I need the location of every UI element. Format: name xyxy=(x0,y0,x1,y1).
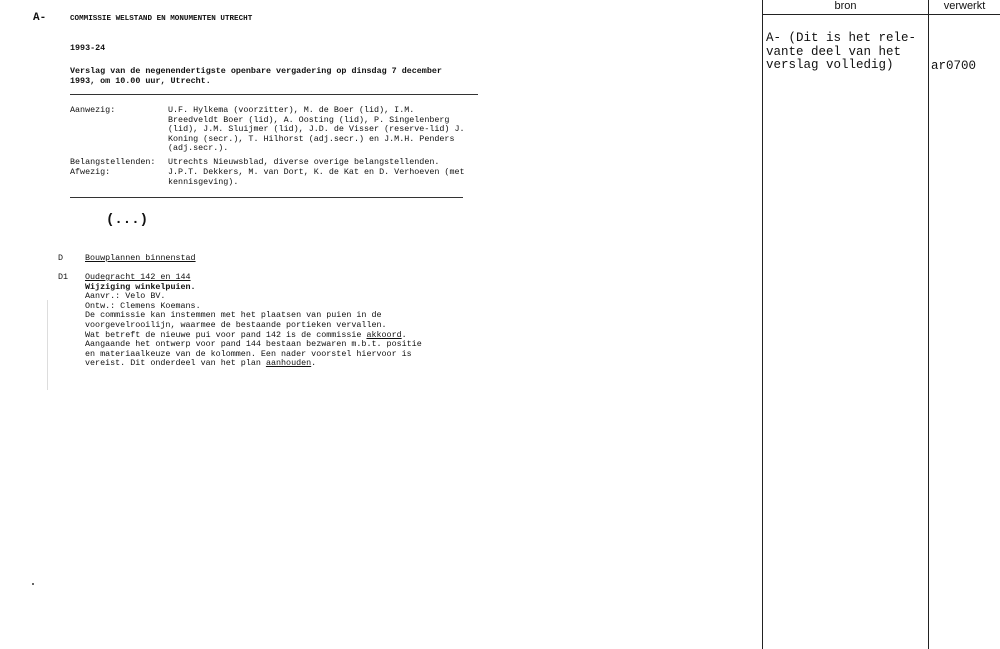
present-line: (lid), J.M. Sluijmer (lid), J.D. de Visser (reserve-lid) J. xyxy=(168,124,465,135)
present-line: Koning (secr.), T. Hilhorst (adj.secr.) en J.M.H. Penders xyxy=(168,133,455,144)
present-label: Aanwezig: xyxy=(70,105,116,115)
section-d-code: D xyxy=(58,253,64,263)
document-header: COMMISSIE WELSTAND EN MONUMENTEN UTRECHT xyxy=(70,15,253,23)
d1-designer: Ontw.: Clemens Koemans. xyxy=(85,300,201,311)
column-header-processed: verwerkt xyxy=(943,0,986,12)
column-header-source: bron xyxy=(834,0,857,12)
d1-title: Oudegracht 142 en 144 xyxy=(85,272,191,282)
verdict-akkoord: akkoord xyxy=(366,329,402,340)
d1-line-142-end: . xyxy=(401,329,407,340)
d1-line: Aangaande het ontwerp voor pand 144 bestaan bezwaren m.b.t. positie xyxy=(85,339,422,350)
source-line: vante deel van het xyxy=(766,44,902,59)
d1-line-142-text: Wat betreft de nieuwe pui voor pand 142 is de commissie xyxy=(85,329,367,340)
source-line: verslag volledig) xyxy=(766,58,894,72)
section-d-title: Bouwplannen binnenstad xyxy=(85,253,196,263)
table-column-divider xyxy=(928,0,929,649)
ellipsis-marker: (...) xyxy=(106,212,149,228)
present-list xyxy=(168,106,465,154)
d1-line: voorgevelrooilijn, waarmee de bestaande portieken vervallen. xyxy=(85,319,387,330)
d1-applicant: Aanvr.: Velo BV. xyxy=(85,291,166,302)
scan-dot xyxy=(32,583,34,585)
present-line: U.F. Hylkema (voorzitter), M. de Boer (lid), I.M. xyxy=(168,105,415,115)
report-title xyxy=(70,67,442,86)
verdict-aanhouden: aanhouden xyxy=(265,358,312,369)
source-cell xyxy=(766,32,916,73)
stakeholders-label: Belangstellenden: xyxy=(70,157,156,167)
d1-line-last xyxy=(85,359,422,369)
margin-mark: A- xyxy=(33,12,47,24)
d1-line: en materiaalkeuze van de kolommen. Een nader voorstel hiervoor is xyxy=(85,348,412,359)
report-line: Verslag van de negenendertigste openbare vergadering op dinsdag 7 december xyxy=(70,66,442,76)
scan-mark xyxy=(47,300,48,390)
processed-cell: ar0700 xyxy=(931,59,977,73)
absent-line: J.P.T. Dekkers, M. van Dort, K. de Kat en D. Verhoeven (met xyxy=(168,167,465,177)
divider-bottom xyxy=(70,197,463,198)
present-line: (adj.secr.). xyxy=(168,143,229,154)
absent-list xyxy=(168,168,465,187)
year-reference: 1993-24 xyxy=(70,43,106,53)
d1-line: De commissie kan instemmen met het plaatsen van puien in de xyxy=(85,310,382,321)
section-d1-code: D1 xyxy=(58,272,69,282)
divider-top xyxy=(70,94,478,95)
table-header-rule xyxy=(762,14,1000,15)
source-line: A- (Dit is het rele- xyxy=(766,31,917,45)
table-left-border xyxy=(762,0,763,649)
absent-line: kennisgeving). xyxy=(168,176,239,187)
absent-label: Afwezig: xyxy=(70,167,111,177)
report-line: 1993, om 10.00 uur, Utrecht. xyxy=(70,75,211,86)
d1-last-text: vereist. Dit onderdeel van het plan xyxy=(85,358,266,369)
d1-subject: Wijziging winkelpuien. xyxy=(85,281,196,292)
stakeholders-text: Utrechts Nieuwsblad, diverse overige belangstellenden. xyxy=(168,157,440,167)
present-line: Breedveldt Boer (lid), A. Oosting (lid), P. Singelenberg xyxy=(168,114,450,125)
section-d1-body xyxy=(85,273,422,369)
d1-last-end: . xyxy=(311,358,317,369)
